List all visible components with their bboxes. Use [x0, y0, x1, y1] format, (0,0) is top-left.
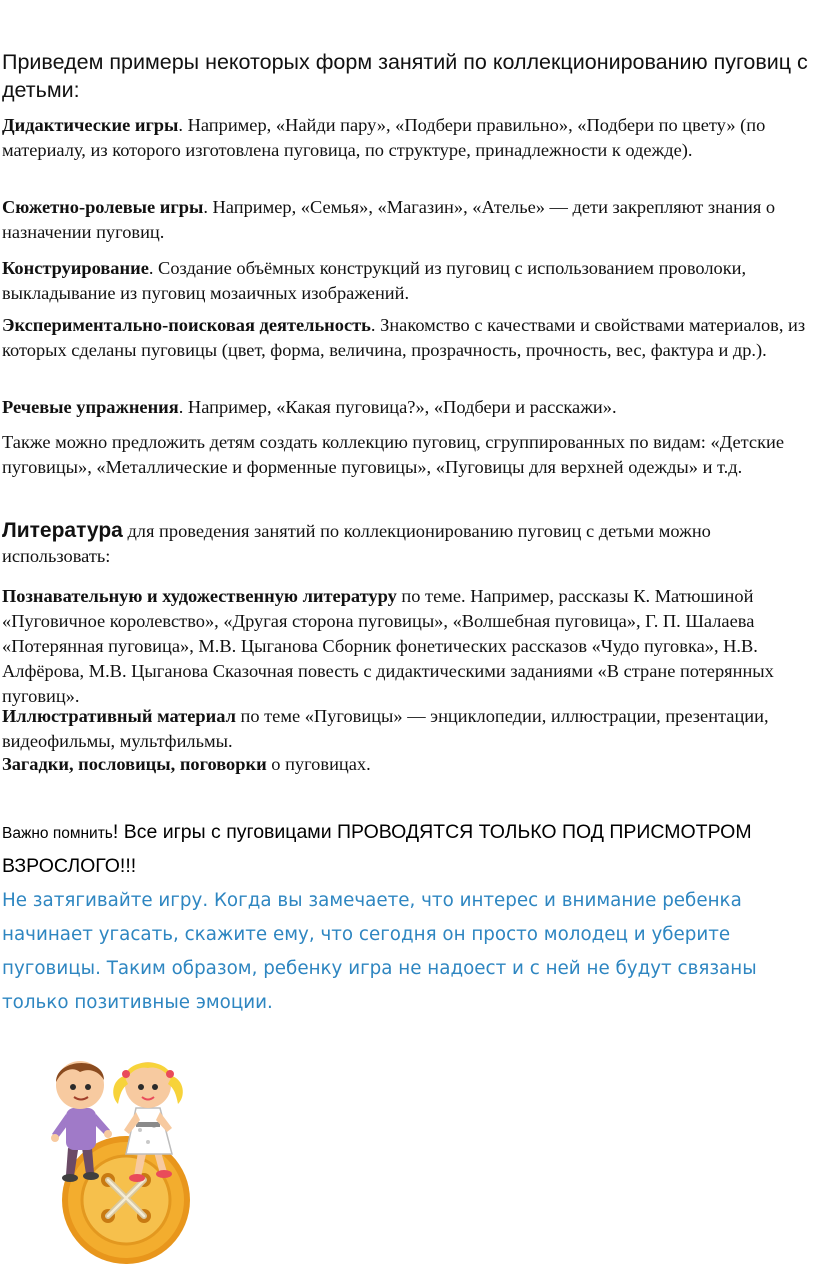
important-exclaim: !: [112, 821, 124, 843]
item-text: . Например, «Найди пару», «Подбери правильно», «Подбери по цвету» (по материалу, из которого изготовлена пуговица, по структуре, принадлежности к одежде).: [2, 115, 766, 160]
item-title: Загадки, пословицы, поговорки: [2, 754, 267, 774]
form-item-speech: [2, 395, 812, 420]
button-icon: [62, 1136, 190, 1264]
lit-item-riddles: [2, 752, 812, 777]
item-title: Дидактические игры: [2, 115, 179, 135]
item-text: по теме. Например, рассказы К. Матюшиной «Пуговичное королевство», «Другая сторона пуговицы», «Волшебная пуговица», Г. П. Шалаева «Потерянная пуговица», М.В. Цыганова Сборник фонетических рассказов «Чудо пуговка», Н.В. Алфёрова, М.В. Цыганова Сказочная повесть с дидактическими заданиями «В стране потерянных пуговиц».: [2, 586, 774, 706]
item-title: Речевые упражнения: [2, 397, 179, 417]
item-title: Сюжетно-ролевые игры: [2, 197, 204, 217]
advice-paragraph: Не затягивайте игру. Когда вы замечаете, что интерес и внимание ребенка начинает угасать, скажите ему, что сегодня он просто молодец и уберите пуговицы. Таким образом, ребенку игра не надоест и с ней не будут связаны только позитивные эмоции.: [2, 890, 757, 1013]
important-lead: Важно помнить: [2, 825, 113, 842]
literature-title: Литература: [2, 519, 123, 542]
collection-paragraph: Также можно предложить детям создать коллекцию пуговиц, сгруппированных по видам: «Детские пуговицы», «Металлические и форменные пуговицы», «Пуговицы для верхней одежды» и т.д.: [2, 432, 785, 477]
item-text: . Например, «Семья», «Магазин», «Ателье» — дети закрепляют знания о назначении пуговиц.: [2, 197, 776, 242]
important-caps: Все игры с пуговицами ПРОВОДЯТСЯ ТОЛЬКО ПОД ПРИСМОТРОМ ВЗРОСЛОГО!!!: [2, 821, 752, 877]
form-item-didactic-games: [2, 113, 812, 163]
item-text: о пуговицах.: [266, 754, 371, 774]
form-item-experimental: [2, 313, 812, 363]
item-text: по теме «Пуговицы» — энциклопедии, иллюстрации, презентации, видеофильмы, мультфильмы.: [2, 706, 769, 751]
item-title: Конструирование: [2, 258, 149, 278]
lit-item-illustrative: [2, 704, 812, 754]
item-text: . Создание объёмных конструкций из пуговиц с использованием проволоки, выкладывание из пуговиц мозаичных изображений.: [2, 258, 747, 303]
form-item-role-play: [2, 195, 812, 245]
literature-heading: [2, 518, 812, 569]
literature-intro: для проведения занятий по коллекционированию пуговиц с детьми можно использовать:: [2, 521, 711, 566]
item-text: . Например, «Какая пуговица?», «Подбери и расскажи».: [178, 397, 617, 417]
kids-on-button-illustration: [38, 1030, 218, 1265]
item-title: Познавательную и художественную литературу: [2, 586, 397, 606]
item-title: Экспериментально-поисковая деятельность: [2, 315, 371, 335]
lit-item-books: [2, 584, 812, 709]
important-note: [2, 816, 812, 883]
form-item-construction: [2, 256, 812, 306]
intro-heading: Приведем примеры некоторых форм занятий по коллекционированию пуговиц с детьми:: [2, 50, 808, 102]
item-text: . Знакомство с качествами и свойствами материалов, из которых сделаны пуговицы (цвет, форма, величина, прозрачность, прочность, вес, фактура и др.).: [2, 315, 806, 360]
item-title: Иллюстративный материал: [2, 706, 236, 726]
